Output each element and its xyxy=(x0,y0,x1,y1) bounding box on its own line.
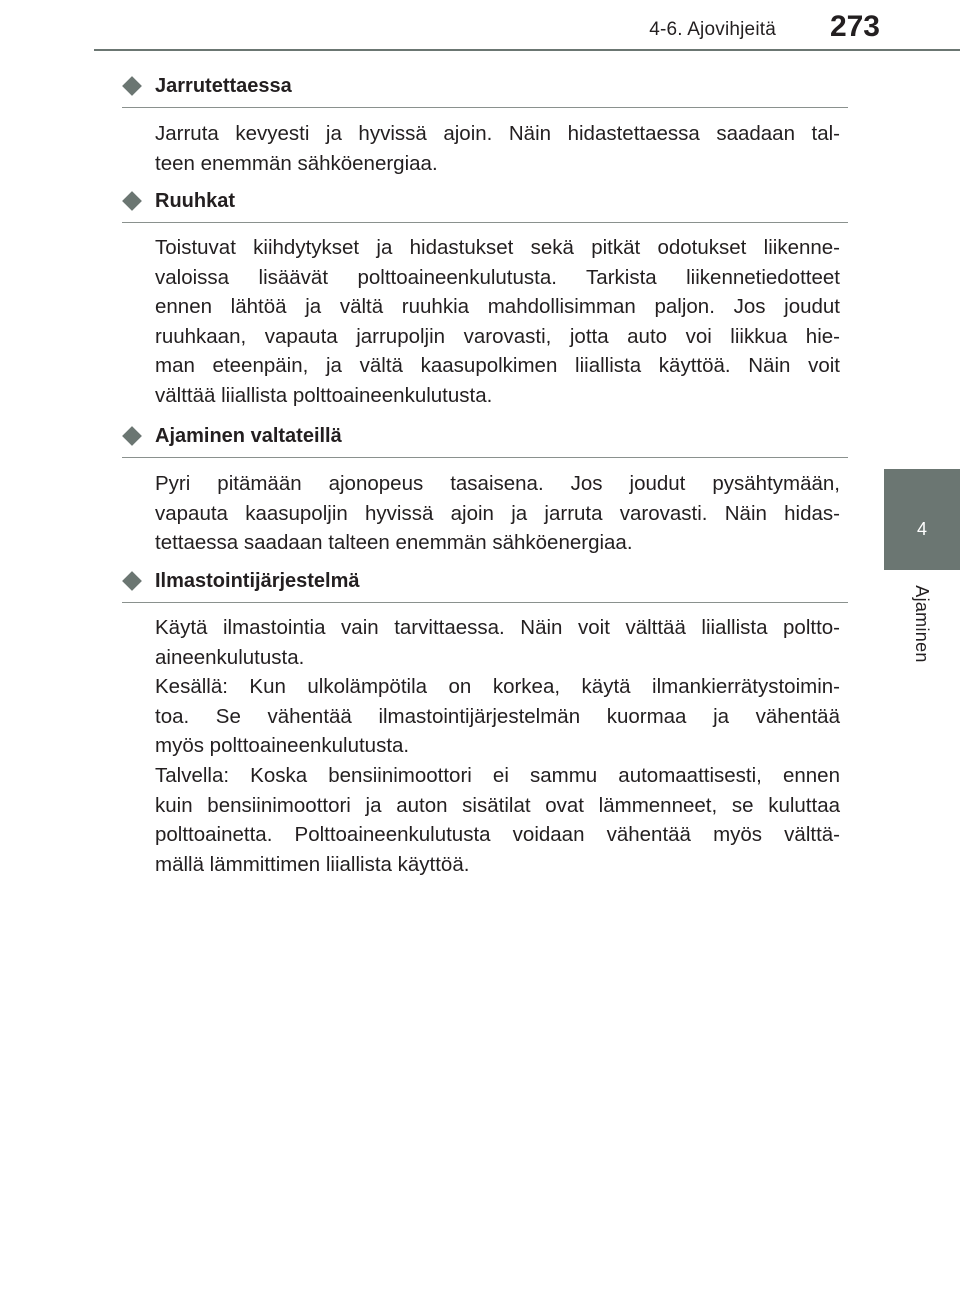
page-number: 273 xyxy=(829,10,880,43)
text-line: Jarruta kevyesti ja hyvissä ajoin. Näin hidastettaessa saadaan tal- xyxy=(155,122,840,145)
section-heading-traffic-jams xyxy=(122,188,848,223)
text-line: tettaessa saadaan talteen enemmän sähköenergiaa. xyxy=(155,531,633,555)
section-paragraph xyxy=(155,469,840,558)
section-title: Jarrutettaessa xyxy=(155,75,292,97)
chapter-number: 4 xyxy=(916,519,927,539)
diamond-bullet-icon xyxy=(122,571,142,591)
section-paragraph xyxy=(155,613,840,879)
section-paragraph xyxy=(155,233,840,411)
text-line: valoissa lisäävät polttoaineenkulutusta. Tarkista liikennetiedotteet xyxy=(155,265,840,289)
text-line: polttoainetta. Polttoaineenkulutusta voidaan vähentää myös välttä- xyxy=(155,823,840,847)
diamond-bullet-icon xyxy=(122,191,142,211)
text-line: man eteenpäin, ja vältä kaasupolkimen liiallista käyttöä. Näin voit xyxy=(155,354,840,378)
header-divider xyxy=(94,49,960,51)
text-line: vapauta kaasupoljin hyvissä ajoin ja jarruta varovasti. Näin hidas- xyxy=(155,501,840,525)
text-line: ennen lähtöä ja vältä ruuhkia mahdollisimman paljon. Jos joudut xyxy=(155,295,840,319)
text-line: Käytä ilmastointia vain tarvittaessa. Näin voit välttää liiallista poltto- xyxy=(155,616,840,639)
section-heading-air-conditioning xyxy=(122,568,848,603)
section-title: Ruuhkat xyxy=(155,190,235,212)
section-heading-highways xyxy=(122,423,848,458)
section-title: Ilmastointijärjestelmä xyxy=(155,570,360,592)
section-title: Ajaminen valtateillä xyxy=(155,425,342,447)
text-line: teen enemmän sähköenergiaa. xyxy=(155,151,438,175)
text-line: välttää liiallista polttoaineenkulutusta. xyxy=(155,383,493,407)
text-line: myös polttoaineenkulutusta. xyxy=(155,734,410,758)
section-heading-braking xyxy=(122,73,848,108)
text-line: mällä lämmittimen liiallista käyttöä. xyxy=(155,852,470,876)
diamond-bullet-icon xyxy=(122,426,142,446)
text-line: Toistuvat kiihdytykset ja hidastukset sekä pitkät odotukset liikenne- xyxy=(155,236,840,259)
chapter-label: Ajaminen xyxy=(912,585,932,663)
text-line: Talvella: Koska bensiinimoottori ei sammu automaattisesti, ennen xyxy=(155,763,840,787)
section-heading: 4-6. Ajovihjeitä xyxy=(649,19,776,40)
text-line: aineenkulutusta. xyxy=(155,645,305,669)
text-line: Pyri pitämään ajonopeus tasaisena. Jos joudut pysähtymään, xyxy=(155,472,840,495)
page-header xyxy=(0,0,960,60)
text-line: kuin bensiinimoottori ja auton sisätilat ovat lämmenneet, se kuluttaa xyxy=(155,793,840,817)
chapter-tab xyxy=(884,469,960,570)
text-line: ruuhkaan, vapauta jarrupoljin varovasti, jotta auto voi liikkua hie- xyxy=(155,324,840,348)
text-line: Kesällä: Kun ulkolämpötila on korkea, käytä ilmankierrätystoimin- xyxy=(155,675,840,699)
section-paragraph xyxy=(155,119,840,178)
diamond-bullet-icon xyxy=(122,76,142,96)
text-line: toa. Se vähentää ilmastointijärjestelmän kuormaa ja vähentää xyxy=(155,704,840,728)
